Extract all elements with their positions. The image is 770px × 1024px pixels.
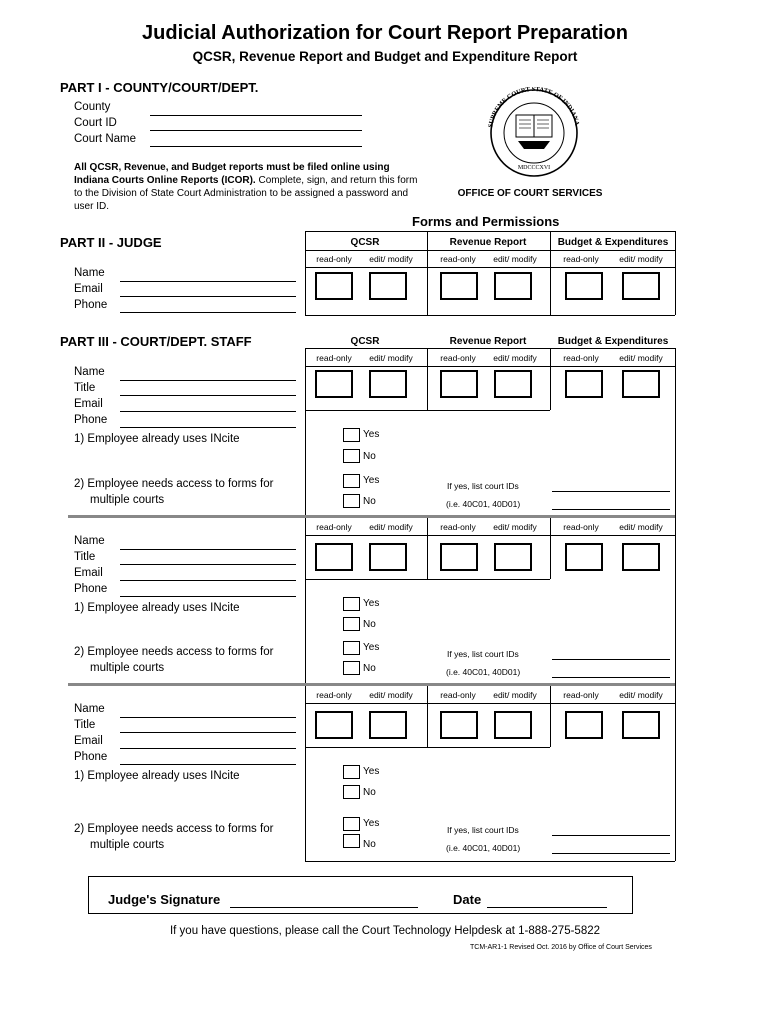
judge-budget-edit-box[interactable] bbox=[622, 272, 660, 300]
date-label: Date bbox=[453, 892, 482, 907]
filing-note-rest: Complete, sign, and return this form to the Division of State Court Administration to be assigned a password and user ID. bbox=[74, 175, 418, 212]
judge-phone-label: Phone bbox=[74, 299, 108, 311]
s1-incite-no-label: No bbox=[363, 451, 376, 462]
staff-revenue-col-header: Revenue Report bbox=[449, 336, 527, 347]
part3-heading: PART III - COURT/DEPT. STAFF bbox=[60, 334, 252, 349]
court-name-field[interactable] bbox=[150, 146, 362, 147]
s1-bud-ro: read-only bbox=[563, 353, 599, 363]
s1-title-field[interactable] bbox=[120, 395, 296, 396]
s3-incite-no-label: No bbox=[363, 787, 376, 798]
judge-revenue-edit-box[interactable] bbox=[494, 272, 532, 300]
staff2-div2 bbox=[550, 517, 551, 579]
s3-qcsr-edit-box[interactable] bbox=[369, 711, 407, 739]
s1-phone-field[interactable] bbox=[120, 427, 296, 428]
s3-title-label: Title bbox=[74, 719, 96, 731]
seal-top-text: SUPREME COURT STATE OF INDIANA bbox=[487, 87, 581, 129]
revenue-col-header: Revenue Report bbox=[449, 237, 527, 248]
s1-multi-no-checkbox[interactable] bbox=[343, 494, 360, 508]
s1-subheader-rule bbox=[305, 366, 675, 367]
s2-table-bottom bbox=[305, 579, 550, 580]
county-label: County bbox=[74, 101, 111, 113]
s2-incite-question: 1) Employee already uses INcite bbox=[74, 602, 240, 614]
judge-table-bottom bbox=[305, 315, 675, 316]
staff-divider-1 bbox=[68, 515, 675, 518]
judge-budget-readonly-box[interactable] bbox=[565, 272, 603, 300]
judge-name-label: Name bbox=[74, 267, 105, 279]
staff2-div1 bbox=[427, 517, 428, 579]
judge-revenue-readonly-box[interactable] bbox=[440, 272, 478, 300]
helpdesk-note: If you have questions, please call the Court Technology Helpdesk at 1-888-275-5822 bbox=[169, 925, 601, 937]
s2-court-ids-field-2[interactable] bbox=[552, 677, 670, 678]
s1-bud-em: edit/ modify bbox=[619, 353, 663, 363]
s3-incite-yes-label: Yes bbox=[363, 766, 380, 777]
s1-qcsr-ro: read-only bbox=[316, 353, 352, 363]
s2-qcsr-ro: read-only bbox=[316, 522, 352, 532]
s2-name-field[interactable] bbox=[120, 549, 296, 550]
s3-rev-ro: read-only bbox=[440, 690, 476, 700]
s1-qcsr-em: edit/ modify bbox=[369, 353, 413, 363]
s2-revenue-readonly-box[interactable] bbox=[440, 543, 478, 571]
s1-email-label: Email bbox=[74, 398, 103, 410]
s1-rev-em: edit/ modify bbox=[493, 353, 537, 363]
s1-incite-yes-label: Yes bbox=[363, 429, 380, 440]
s2-incite-yes-label: Yes bbox=[363, 598, 380, 609]
s3-qcsr-ro: read-only bbox=[316, 690, 352, 700]
s1-court-ids-example: (i.e. 40C01, 40D01) bbox=[446, 499, 521, 509]
judge-rev-ro: read-only bbox=[440, 254, 476, 264]
supreme-court-seal bbox=[478, 87, 590, 177]
staff3-div2 bbox=[550, 685, 551, 747]
s3-revenue-readonly-box[interactable] bbox=[440, 711, 478, 739]
s3-phone-field[interactable] bbox=[120, 764, 296, 765]
s3-court-ids-field-1[interactable] bbox=[552, 835, 670, 836]
judge-signature-label: Judge's Signature bbox=[108, 892, 221, 907]
s2-email-label: Email bbox=[74, 567, 103, 579]
s2-phone-label: Phone bbox=[74, 583, 108, 595]
s1-multi-question-cont: multiple courts bbox=[90, 494, 165, 506]
s2-budget-readonly-box[interactable] bbox=[565, 543, 603, 571]
qcsr-col-header: QCSR bbox=[350, 237, 380, 248]
judge-table-rule bbox=[305, 250, 675, 251]
judge-table-left bbox=[305, 231, 306, 315]
staff3-div1 bbox=[427, 685, 428, 747]
s2-title-field[interactable] bbox=[120, 564, 296, 565]
s2-subheader-rule bbox=[305, 535, 675, 536]
s2-multi-no-label: No bbox=[363, 663, 376, 674]
s3-incite-no-checkbox[interactable] bbox=[343, 785, 360, 799]
s1-qcsr-edit-box[interactable] bbox=[369, 370, 407, 398]
judge-name-field[interactable] bbox=[120, 281, 296, 282]
s1-incite-yes-checkbox[interactable] bbox=[343, 428, 360, 442]
s3-budget-edit-box[interactable] bbox=[622, 711, 660, 739]
judge-qcsr-readonly-box[interactable] bbox=[315, 272, 353, 300]
judge-bud-em: edit/ modify bbox=[619, 254, 663, 264]
staff-divider-2 bbox=[68, 683, 675, 686]
filing-note bbox=[74, 161, 419, 213]
s1-multi-yes-checkbox[interactable] bbox=[343, 474, 360, 488]
s3-bud-em: edit/ modify bbox=[619, 690, 663, 700]
s3-multi-question-cont: multiple courts bbox=[90, 839, 165, 851]
judge-table-div1 bbox=[427, 231, 428, 315]
s3-email-label: Email bbox=[74, 735, 103, 747]
s2-incite-no-checkbox[interactable] bbox=[343, 617, 360, 631]
s2-name-label: Name bbox=[74, 535, 105, 547]
staff1-div1 bbox=[427, 348, 428, 410]
s3-court-ids-hint: If yes, list court IDs bbox=[447, 825, 519, 835]
staff-table-left bbox=[305, 348, 306, 861]
s2-court-ids-field-1[interactable] bbox=[552, 659, 670, 660]
s1-qcsr-readonly-box[interactable] bbox=[315, 370, 353, 398]
s1-court-ids-field-1[interactable] bbox=[552, 491, 670, 492]
s3-phone-label: Phone bbox=[74, 751, 108, 763]
s3-multi-yes-checkbox[interactable] bbox=[343, 817, 360, 831]
revision-note: TCM-AR1-1 Revised Oct. 2016 by Office of Court Services bbox=[470, 944, 652, 951]
county-field[interactable] bbox=[150, 115, 362, 116]
s2-revenue-edit-box[interactable] bbox=[494, 543, 532, 571]
judge-subheader-rule bbox=[305, 267, 675, 268]
part2-heading: PART II - JUDGE bbox=[60, 235, 162, 250]
s1-multi-question: 2) Employee needs access to forms for bbox=[74, 478, 274, 490]
forms-heading: Forms and Permissions bbox=[412, 214, 560, 229]
judge-email-label: Email bbox=[74, 283, 103, 295]
s3-subheader-rule bbox=[305, 703, 675, 704]
s3-incite-question: 1) Employee already uses INcite bbox=[74, 770, 240, 782]
filing-note-bold: All QCSR, Revenue, and Budget reports must be filed online using Indiana Courts Online Reports (ICOR). bbox=[74, 162, 390, 186]
s2-bud-ro: read-only bbox=[563, 522, 599, 532]
judge-qcsr-ro: read-only bbox=[316, 254, 352, 264]
s2-rev-em: edit/ modify bbox=[493, 522, 537, 532]
s3-rev-em: edit/ modify bbox=[493, 690, 537, 700]
s2-rev-ro: read-only bbox=[440, 522, 476, 532]
s1-revenue-readonly-box[interactable] bbox=[440, 370, 478, 398]
judge-qcsr-em: edit/ modify bbox=[369, 254, 413, 264]
staff-table-right bbox=[675, 348, 676, 861]
date-field[interactable] bbox=[487, 907, 607, 908]
s2-incite-no-label: No bbox=[363, 619, 376, 630]
judge-rev-em: edit/ modify bbox=[493, 254, 537, 264]
s3-multi-no-checkbox[interactable] bbox=[343, 834, 360, 848]
form-subtitle: QCSR, Revenue Report and Budget and Expenditure Report bbox=[192, 49, 578, 64]
s3-revenue-edit-box[interactable] bbox=[494, 711, 532, 739]
s2-incite-yes-checkbox[interactable] bbox=[343, 597, 360, 611]
s3-table-bottom bbox=[305, 747, 550, 748]
judge-table-right bbox=[675, 231, 676, 315]
s1-phone-label: Phone bbox=[74, 414, 108, 426]
court-id-field[interactable] bbox=[150, 130, 362, 131]
form-title: Judicial Authorization for Court Report Preparation bbox=[142, 22, 628, 44]
s3-incite-yes-checkbox[interactable] bbox=[343, 765, 360, 779]
s2-court-ids-example: (i.e. 40C01, 40D01) bbox=[446, 667, 521, 677]
s2-email-field[interactable] bbox=[120, 580, 296, 581]
part1-heading: PART I - COUNTY/COURT/DEPT. bbox=[60, 80, 259, 95]
s3-name-field[interactable] bbox=[120, 717, 296, 718]
staff-budget-col-header: Budget & Expenditures bbox=[557, 336, 669, 347]
staff1-div2 bbox=[550, 348, 551, 410]
judge-signature-field[interactable] bbox=[230, 907, 418, 908]
s3-bud-ro: read-only bbox=[563, 690, 599, 700]
s1-court-ids-field-2[interactable] bbox=[552, 509, 670, 510]
s3-email-field[interactable] bbox=[120, 748, 296, 749]
s3-court-ids-example: (i.e. 40C01, 40D01) bbox=[446, 843, 521, 853]
judge-phone-field[interactable] bbox=[120, 312, 296, 313]
budget-col-header: Budget & Expenditures bbox=[557, 237, 669, 248]
s2-title-label: Title bbox=[74, 551, 96, 563]
s2-qcsr-edit-box[interactable] bbox=[369, 543, 407, 571]
s3-multi-yes-label: Yes bbox=[363, 818, 380, 829]
court-id-label: Court ID bbox=[74, 117, 117, 129]
s1-title-label: Title bbox=[74, 382, 96, 394]
s2-qcsr-em: edit/ modify bbox=[369, 522, 413, 532]
s3-title-field[interactable] bbox=[120, 732, 296, 733]
s2-multi-no-checkbox[interactable] bbox=[343, 661, 360, 675]
s2-phone-field[interactable] bbox=[120, 596, 296, 597]
judge-table-div2 bbox=[550, 231, 551, 315]
s2-multi-yes-checkbox[interactable] bbox=[343, 641, 360, 655]
s1-email-field[interactable] bbox=[120, 411, 296, 412]
s1-incite-question: 1) Employee already uses INcite bbox=[74, 433, 240, 445]
staff-table-rule bbox=[305, 348, 675, 349]
court-name-label: Court Name bbox=[74, 133, 136, 145]
s2-bud-em: edit/ modify bbox=[619, 522, 663, 532]
judge-email-field[interactable] bbox=[120, 296, 296, 297]
s3-budget-readonly-box[interactable] bbox=[565, 711, 603, 739]
s1-budget-edit-box[interactable] bbox=[622, 370, 660, 398]
judge-bud-ro: read-only bbox=[563, 254, 599, 264]
s3-multi-question: 2) Employee needs access to forms for bbox=[74, 823, 274, 835]
staff-qcsr-col-header: QCSR bbox=[350, 336, 380, 347]
s2-court-ids-hint: If yes, list court IDs bbox=[447, 649, 519, 659]
s2-multi-question: 2) Employee needs access to forms for bbox=[74, 646, 274, 658]
s1-court-ids-hint: If yes, list court IDs bbox=[447, 481, 519, 491]
s1-multi-yes-label: Yes bbox=[363, 475, 380, 486]
s1-name-field[interactable] bbox=[120, 380, 296, 381]
s3-qcsr-readonly-box[interactable] bbox=[315, 711, 353, 739]
s1-table-bottom bbox=[305, 410, 550, 411]
seal-year: MDCCCXVI bbox=[517, 165, 551, 171]
s3-court-ids-field-2[interactable] bbox=[552, 853, 670, 854]
s1-multi-no-label: No bbox=[363, 496, 376, 507]
s1-name-label: Name bbox=[74, 366, 105, 378]
s3-qcsr-em: edit/ modify bbox=[369, 690, 413, 700]
office-label: OFFICE OF COURT SERVICES bbox=[457, 188, 603, 199]
s3-multi-no-label: No bbox=[363, 839, 376, 850]
s2-budget-edit-box[interactable] bbox=[622, 543, 660, 571]
s2-multi-question-cont: multiple courts bbox=[90, 662, 165, 674]
s1-rev-ro: read-only bbox=[440, 353, 476, 363]
s2-qcsr-readonly-box[interactable] bbox=[315, 543, 353, 571]
forms-heading-rule bbox=[305, 231, 675, 232]
s1-incite-no-checkbox[interactable] bbox=[343, 449, 360, 463]
staff-table-bottom bbox=[305, 861, 675, 862]
s3-name-label: Name bbox=[74, 703, 105, 715]
s1-budget-readonly-box[interactable] bbox=[565, 370, 603, 398]
s2-multi-yes-label: Yes bbox=[363, 642, 380, 653]
s1-revenue-edit-box[interactable] bbox=[494, 370, 532, 398]
judge-qcsr-edit-box[interactable] bbox=[369, 272, 407, 300]
